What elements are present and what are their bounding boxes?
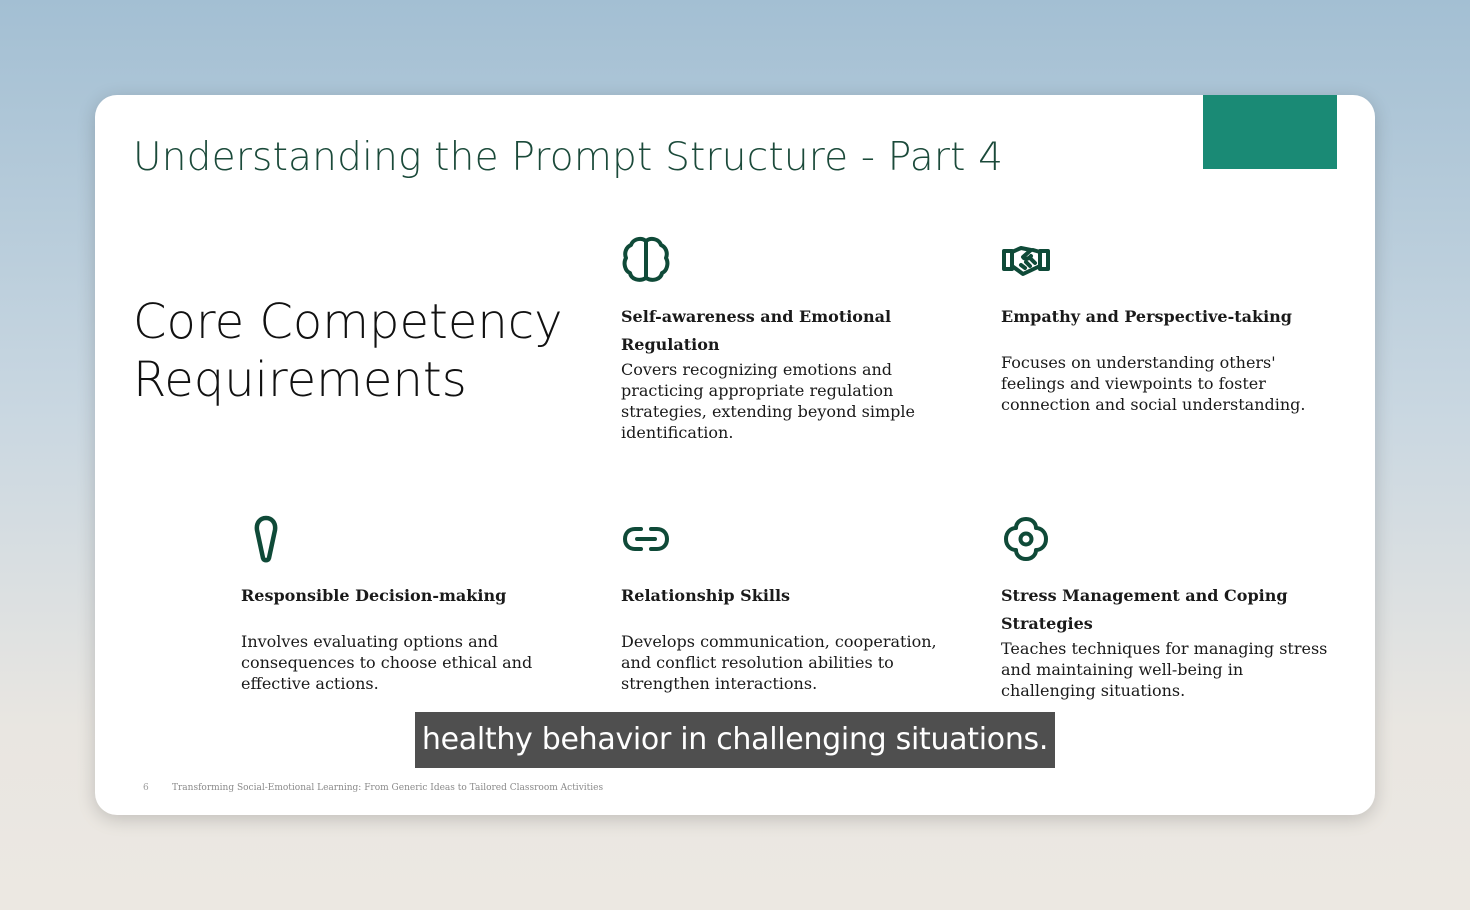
competency-stress-management [1001, 514, 1341, 701]
video-caption: healthy behavior in challenging situations. [415, 712, 1055, 768]
competency-empathy [1001, 235, 1341, 415]
handshake-icon [1001, 235, 1051, 285]
competency-title: Self-awareness and Emotional Regulation [621, 307, 892, 354]
brain-icon [621, 235, 671, 285]
competency-title: Responsible Decision-making [241, 586, 507, 605]
competency-self-awareness [621, 235, 961, 443]
competency-title: Relationship Skills [621, 586, 791, 605]
accent-block [1203, 95, 1337, 169]
slide [95, 95, 1375, 815]
competency-description: Focuses on understanding others' feelings and viewpoints to foster connection and social understanding. [1001, 353, 1306, 414]
competency-description: Involves evaluating options and consequences to choose ethical and effective actions. [241, 632, 533, 693]
competency-description: Teaches techniques for managing stress and maintaining well-being in challenging situations. [1001, 639, 1328, 700]
competency-relationship-skills [621, 514, 961, 694]
competency-description: Covers recognizing emotions and practicing appropriate regulation strategies, extending beyond simple identification. [621, 360, 915, 442]
link-icon [621, 514, 671, 564]
compass-needle-icon [241, 514, 291, 564]
competency-title: Empathy and Perspective-taking [1001, 307, 1292, 326]
competency-decision-making [241, 514, 581, 694]
flower-icon [1001, 514, 1051, 564]
slide-title: Understanding the Prompt Structure - Part 4 [133, 135, 1004, 180]
footer-text: Transforming Social-Emotional Learning: From Generic Ideas to Tailored Classroom Activities [172, 783, 604, 793]
competency-title: Stress Management and Coping Strategies [1001, 586, 1288, 633]
page-number: 6 [143, 783, 149, 793]
competency-description: Develops communication, cooperation, and conflict resolution abilities to strengthen interactions. [621, 632, 937, 693]
section-heading: Core Competency Requirements [133, 294, 563, 408]
